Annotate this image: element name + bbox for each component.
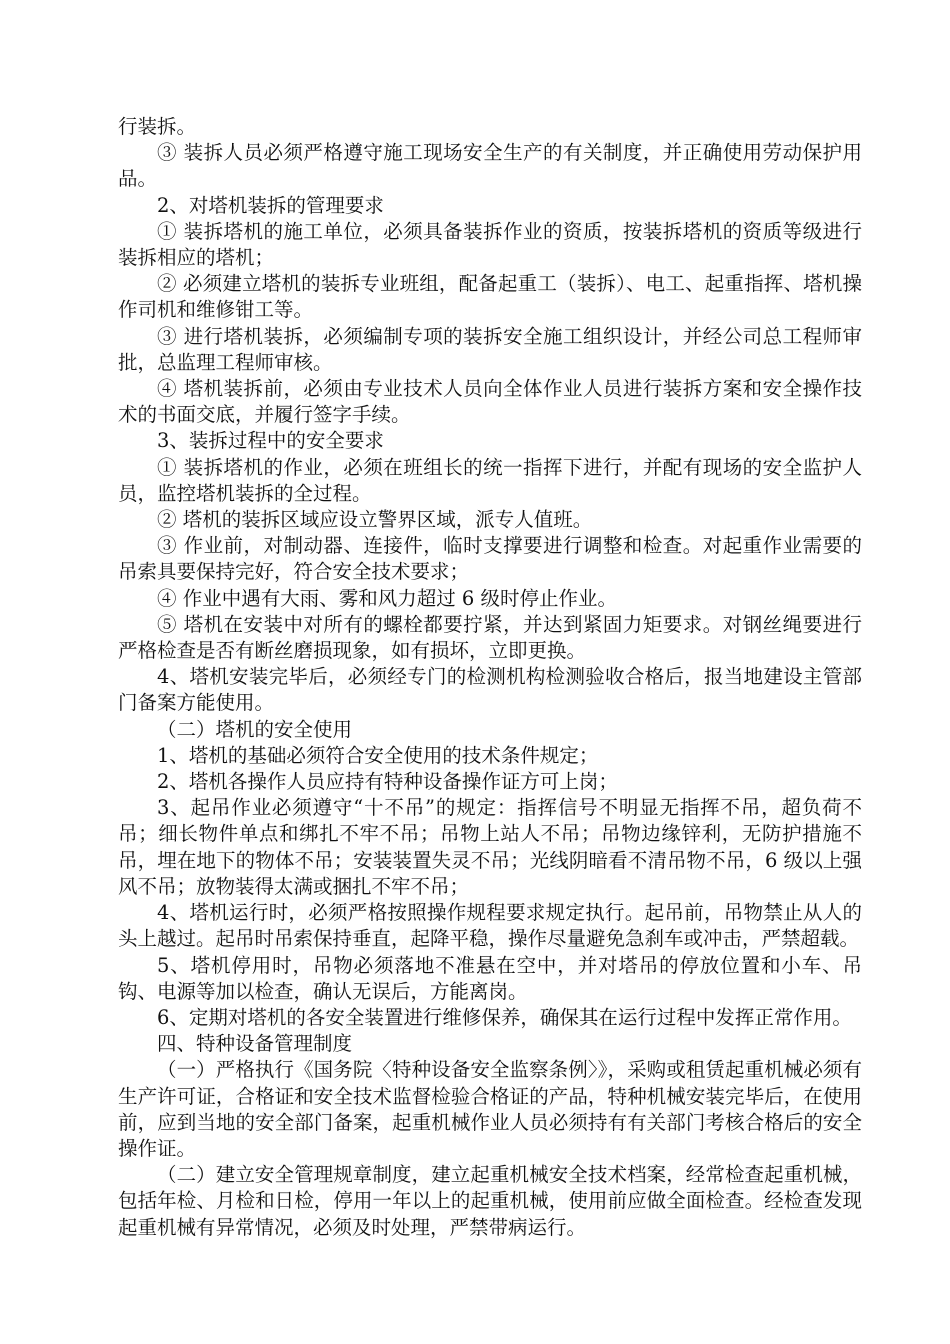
paragraph: 行装拆。 [118,115,197,138]
section-heading: 2、对塔机装拆的管理要求 [157,193,384,217]
paragraph: 2、塔机各操作人员应持有特种设备操作证方可上岗； [157,770,618,794]
paragraph: 1、塔机的基础必须符合安全使用的技术条件规定； [157,743,599,767]
paragraph: （二）建立安全管理规章制度，建立起重机械安全技术档案，经常检查起重机械，包括年检、月检和日检，停用一年以上的起重机械，使用前应做全面检查。经检查发现起重机械有异常情况，必须及时处理，严禁带病运行。 [118,1163,862,1239]
section-heading: 四、特种设备管理制度 [157,1032,353,1056]
paragraph: ② 塔机的装拆区域应设立警界区域，派专人值班。 [157,508,593,532]
paragraph: 4、塔机运行时，必须严格按照操作规程要求规定执行。起吊前，吊物禁止从人的头上越过。起吊时吊索保持垂直，起降平稳，操作尽量避免急刹车或冲击，严禁超载。 [118,901,862,951]
paragraph: ④ 塔机装拆前，必须由专业技术人员向全体作业人员进行装拆方案和安全操作技术的书面交底，并履行签字手续。 [118,377,862,427]
paragraph: ① 装拆塔机的作业，必须在班组长的统一指挥下进行，并配有现场的安全监护人员，监控塔机装拆的全过程。 [118,455,862,505]
paragraph: 5、塔机停用时，吊物必须落地不准悬在空中，并对塔吊的停放位置和小车、吊钩、电源等加以检查，确认无误后，方能离岗。 [118,953,862,1003]
paragraph: ④ 作业中遇有大雨、雾和风力超过 6 级时停止作业。 [157,586,618,610]
paragraph: ③ 装拆人员必须严格遵守施工现场安全生产的有关制度，并正确使用劳动保护用品。 [118,141,862,191]
paragraph: 4、塔机安装完毕后，必须经专门的检测机构检测验收合格后，报当地建设主管部门备案方能使用。 [118,665,862,715]
paragraph: ③ 进行塔机装拆，必须编制专项的装拆安全施工组织设计，并经公司总工程师审批，总监理工程师审核。 [118,324,862,374]
paragraph: ⑤ 塔机在安装中对所有的螺栓都要拧紧，并达到紧固力矩要求。对钢丝绳要进行严格检查是否有断丝磨损现象，如有损坏，立即更换。 [118,612,862,663]
paragraph: 6、定期对塔机的各安全装置进行维修保养，确保其在运行过程中发挥正常作用。 [157,1005,852,1029]
paragraph: ② 必须建立塔机的装拆专业班组，配备起重工（装拆）、电工、起重指挥、塔机操作司机和维修钳工等。 [118,272,862,322]
section-heading: （二）塔机的安全使用 [157,717,353,741]
section-heading: 3、装拆过程中的安全要求 [157,429,384,453]
paragraph: ① 装拆塔机的施工单位，必须具备装拆作业的资质，按装拆塔机的资质等级进行装拆相应的塔机； [118,219,862,270]
paragraph: （一）严格执行《国务院〈特种设备安全监察条例〉》，采购或租赁起重机械必须有生产许可证，合格证和安全技术监督检验合格证的产品，特种机械安装完毕后，在使用前，应到当地的安全部门备案，起重机械作业人员必须持有有关部门考核合格后的安全操作证。 [118,1058,862,1160]
paragraph: ③ 作业前，对制动器、连接件，临时支撑要进行调整和检查。对起重作业需要的吊索具要保持完好，符合安全技术要求； [118,534,862,584]
paragraph: 3、起吊作业必须遵守“十不吊”的规定：指挥信号不明显无指挥不吊，超负荷不吊；细长物件单点和绑扎不牢不吊；吊物上站人不吊；吊物边缘锌利，无防护措施不吊，埋在地下的物体不吊；安装装置失灵不吊；光线阴暗看不清吊物不吊，6 级以上强风不吊；放物装得太满或捆扎不牢不吊； [118,796,862,898]
document-body [118,114,862,1241]
